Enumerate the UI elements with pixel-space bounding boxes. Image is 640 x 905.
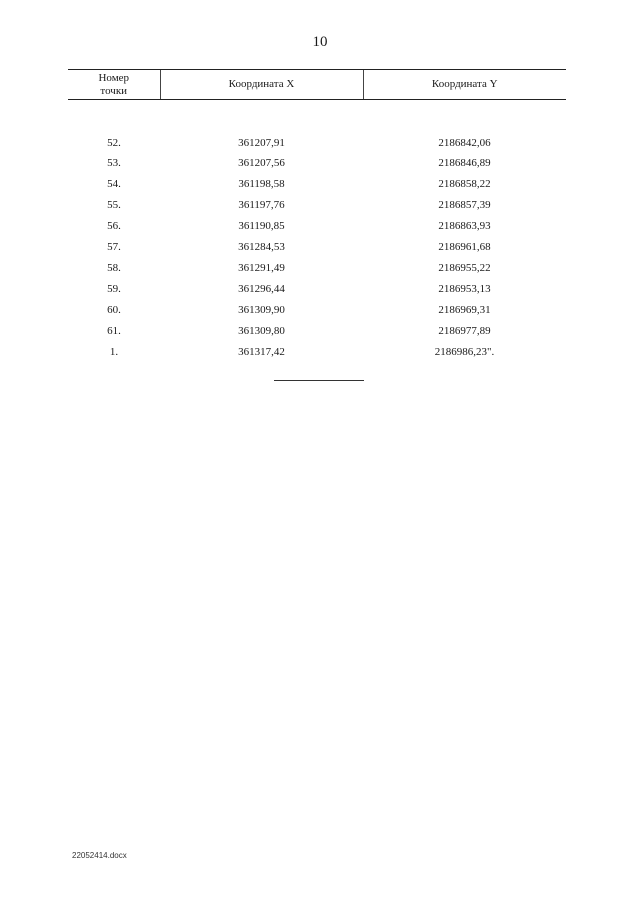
header-coordinate-x: Координата X <box>160 70 363 100</box>
cell-coordinate-x: 361284,53 <box>238 240 285 253</box>
cell-point-number: 56. <box>107 219 121 232</box>
cell-coordinate-y: 2186842,06 <box>438 137 491 149</box>
table-row <box>68 299 566 320</box>
cell-point-number: 1. <box>109 345 119 358</box>
cell-coordinate-x: 361291,49 <box>238 261 285 274</box>
table-row <box>68 173 566 194</box>
coordinates-table <box>68 69 566 362</box>
header-point-number-line1: Номер <box>98 71 130 84</box>
table-row <box>68 278 566 299</box>
cell-coordinate-x: 361207,56 <box>238 156 285 169</box>
cell-coordinate-x: 361198,58 <box>238 177 285 190</box>
cell-point-number: 59. <box>107 282 121 295</box>
footer-file-name: 22052414.docx <box>72 851 127 860</box>
cell-point-number: 61. <box>107 324 121 337</box>
cell-point-number: 60. <box>107 303 121 316</box>
table-row <box>68 152 566 173</box>
cell-point-number: 58. <box>107 261 121 274</box>
cell-coordinate-y: 2186955,22 <box>438 261 491 274</box>
table-row <box>68 320 566 341</box>
header-point-number <box>68 70 160 100</box>
cell-coordinate-x: 361207,91 <box>238 137 285 149</box>
cell-point-number: 54. <box>107 177 121 190</box>
cell-point-number: 57. <box>107 240 121 253</box>
cell-point-number: 53. <box>107 156 121 169</box>
cell-coordinate-y: 2186986,23". <box>434 345 495 358</box>
cell-coordinate-x: 361309,90 <box>238 303 285 316</box>
end-of-document-rule <box>274 380 364 381</box>
table-row <box>68 257 566 278</box>
cell-coordinate-y: 2186953,13 <box>438 282 491 295</box>
header-coordinate-y: Координата Y <box>363 70 566 100</box>
table-row <box>68 236 566 257</box>
table-row <box>68 341 566 362</box>
cell-coordinate-x: 361296,44 <box>238 282 285 295</box>
cell-coordinate-x: 361197,76 <box>238 198 285 211</box>
cell-coordinate-y: 2186969,31 <box>438 303 491 316</box>
cell-point-number: 52. <box>107 137 121 149</box>
table-row <box>68 215 566 236</box>
cell-coordinate-y: 2186961,68 <box>438 240 491 253</box>
page-number: 10 <box>312 34 328 50</box>
table-row <box>68 100 566 153</box>
cell-coordinate-y: 2186857,39 <box>438 198 491 211</box>
cell-coordinate-x: 361190,85 <box>238 219 285 232</box>
cell-coordinate-y: 2186858,22 <box>438 177 491 190</box>
cell-coordinate-y: 2186846,89 <box>438 156 491 169</box>
cell-coordinate-x: 361317,42 <box>238 345 285 358</box>
header-point-number-line2: точки <box>100 84 128 97</box>
cell-coordinate-y: 2186863,93 <box>438 219 491 232</box>
cell-point-number: 55. <box>107 198 121 211</box>
cell-coordinate-x: 361309,80 <box>238 324 285 337</box>
table-header-row <box>68 70 566 100</box>
table-row <box>68 194 566 215</box>
cell-coordinate-y: 2186977,89 <box>438 324 491 337</box>
